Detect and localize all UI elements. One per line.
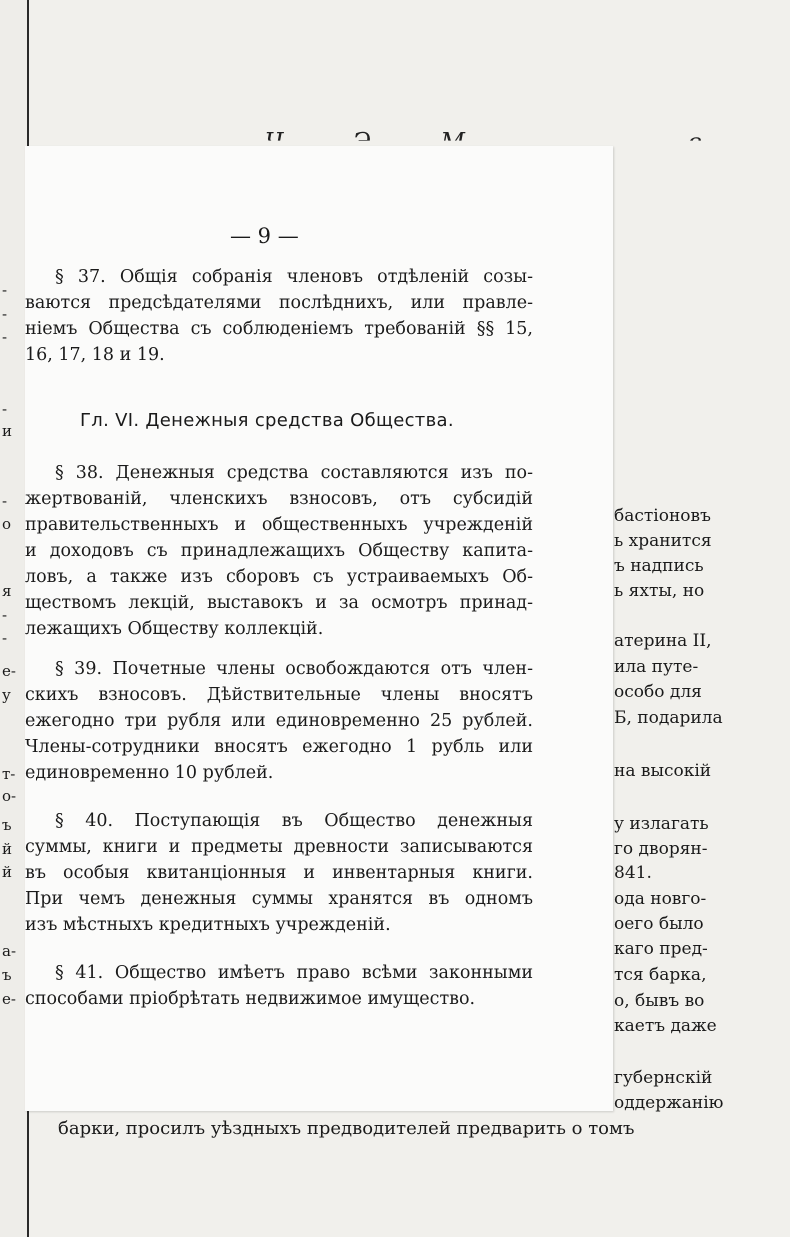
back-line: атерина II, <box>614 631 712 651</box>
back-line: губернскій <box>614 1068 713 1088</box>
margin-char: - <box>2 400 8 418</box>
back-line: на высокій <box>614 761 712 781</box>
paragraph-38-line: § 38. Денежныя средства составляются изъ по- <box>55 463 533 483</box>
paragraph-37-line: 16, 17, 18 и 19. <box>25 345 165 365</box>
paragraph-37-line: ваются предсѣдателями послѣднихъ, или правле- <box>25 293 533 313</box>
back-line: го дворян- <box>614 839 708 859</box>
paragraph-41-line: способами пріобрѣтать недвижимое имущество. <box>25 989 476 1009</box>
back-line: оего было <box>614 914 704 934</box>
paragraph-39-line: скихъ взносовъ. Дѣйствительные члены вносятъ <box>25 685 533 705</box>
margin-char: е- <box>2 662 16 680</box>
back-line: каетъ даже <box>614 1016 717 1036</box>
paragraph-39-line: ежегодно три рубля или единовременно 25 рублей. <box>25 711 533 731</box>
back-line: Б, подарила <box>614 708 723 728</box>
paragraph-40-line: При чемъ денежныя суммы хранятся въ одномъ <box>25 889 533 909</box>
back-line: ъ надпись <box>614 556 704 576</box>
paragraph-38-line: ществомъ лекцій, выставокъ и за осмотръ принад- <box>25 593 533 613</box>
margin-char: ъ <box>2 966 12 984</box>
back-line: у излагать <box>614 814 709 834</box>
margin-char: я <box>2 582 12 600</box>
margin-char: й <box>2 863 12 881</box>
margin-char: а- <box>2 942 17 960</box>
margin-char: - <box>2 492 8 510</box>
margin-char: и <box>2 422 12 440</box>
back-line: оддержанію <box>614 1093 724 1113</box>
paragraph-40-line: § 40. Поступающія въ Общество денежныя <box>55 811 533 831</box>
chapter-heading: Гл. VI. Денежныя средства Общества. <box>80 410 454 431</box>
paragraph-38-line: жертвованій, членскихъ взносовъ, отъ субсидій <box>25 489 533 509</box>
margin-char: й <box>2 840 12 858</box>
margin-char: - <box>2 305 8 323</box>
back-line: ила путе- <box>614 657 699 677</box>
back-line: ода новго- <box>614 889 707 909</box>
margin-char: е- <box>2 990 16 1008</box>
back-page-bottom-line: барки, просилъ уѣздныхъ предводителей предварить о томъ <box>58 1118 635 1139</box>
back-line: бастіоновъ <box>614 506 711 526</box>
back-line: ь яхты, но <box>614 581 705 601</box>
margin-char: ъ <box>2 816 12 834</box>
paragraph-40-line: суммы, книги и предметы древности записываются <box>25 837 533 857</box>
back-line: тся барка, <box>614 965 707 985</box>
margin-char: о <box>2 515 12 533</box>
back-line: особо для <box>614 682 702 702</box>
paragraph-40-line: изъ мѣстныхъ кредитныхъ учрежденій. <box>25 915 391 935</box>
back-line: 841. <box>614 863 652 883</box>
paragraph-41-line: § 41. Общество имѣетъ право всѣми законными <box>55 963 533 983</box>
back-line: кaго пред- <box>614 939 708 959</box>
margin-char: - <box>2 281 8 299</box>
margin-char: - <box>2 629 8 647</box>
paragraph-37-line: § 37. Общія собранія членовъ отдѣленій созы- <box>55 267 533 287</box>
paragraph-39-line: Члены-сотрудники вносятъ ежегодно 1 рубль или <box>25 737 533 757</box>
back-line: о, бывъ во <box>614 991 705 1011</box>
margin-char: о- <box>2 787 17 805</box>
paragraph-38-line: ловъ, а также изъ сборовъ съ устраиваемыхъ Об- <box>25 567 533 587</box>
paragraph-38-line: правительственныхъ и общественныхъ учрежденій <box>25 515 533 535</box>
back-line: ь хранится <box>614 531 712 551</box>
paragraph-40-line: въ особыя квитанціонныя и инвентарныя книги. <box>25 863 533 883</box>
page-number: — 9 — <box>230 224 299 248</box>
margin-char: у <box>2 686 11 704</box>
margin-char: - <box>2 606 8 624</box>
paragraph-39-line: единовременно 10 рублей. <box>25 763 274 783</box>
margin-char: - <box>2 328 8 346</box>
paragraph-38-line: лежащихъ Обществу коллекцій. <box>25 619 324 639</box>
paragraph-39-line: § 39. Почетные члены освобождаются отъ член- <box>55 659 533 679</box>
paragraph-38-line: и доходовъ съ принадлежащихъ Обществу капита- <box>25 541 533 561</box>
front-page <box>25 146 613 1111</box>
paragraph-37-line: ніемъ Общества съ соблюденіемъ требованій §§ 15, <box>25 319 533 339</box>
margin-char: т- <box>2 765 16 783</box>
